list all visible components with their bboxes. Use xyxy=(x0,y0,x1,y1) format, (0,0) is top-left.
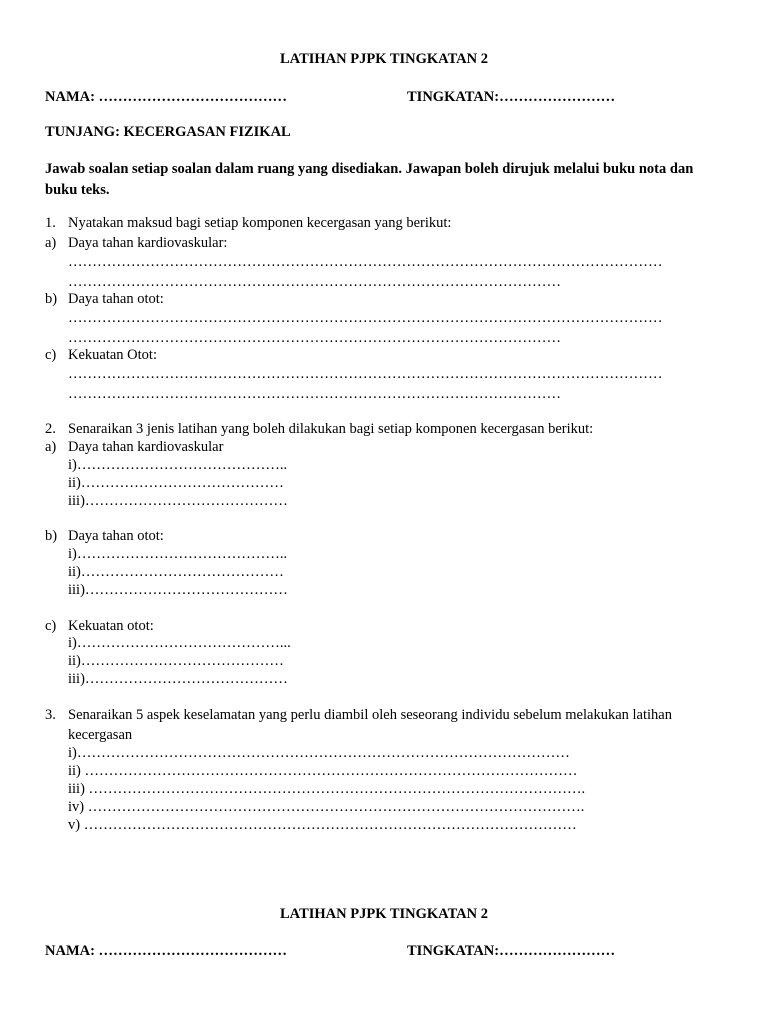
nama-field-second: NAMA: ………………………………… xyxy=(45,943,288,959)
q2-a-text: Daya tahan kardiovaskular xyxy=(68,439,224,455)
answer-line: …………………………………………………………………………………………………………… xyxy=(68,254,663,270)
list-answer-line: iii) …………………………………………………………………………………………. xyxy=(68,781,586,797)
q1-number: 1. xyxy=(45,215,56,231)
list-answer-line: i)…………………………………….. xyxy=(68,546,288,562)
list-answer-line: v) ………………………………………………………………………………………… xyxy=(68,817,577,833)
q3-text-continued: kecergasan xyxy=(68,727,133,743)
worksheet-title-second: LATIHAN PJPK TINGKATAN 2 xyxy=(280,906,488,922)
q1-text: Nyatakan maksud bagi setiap komponen kecergasan yang berikut: xyxy=(68,215,452,231)
q3-number: 3. xyxy=(45,707,56,723)
tingkatan-field: TINGKATAN:…………………… xyxy=(407,89,616,105)
q1-c-text: Kekuatan Otot: xyxy=(68,347,157,363)
list-answer-line: iii)…………………………………… xyxy=(68,582,288,598)
list-answer-line: iii)…………………………………… xyxy=(68,493,288,509)
answer-line: ………………………………………………………………………………………… xyxy=(68,386,561,402)
q2-a-label: a) xyxy=(45,439,57,455)
q1-a-label: a) xyxy=(45,235,57,251)
q2-c-label: c) xyxy=(45,618,57,634)
q2-b-text: Daya tahan otot: xyxy=(68,528,164,544)
q1-b-label: b) xyxy=(45,291,58,307)
q1-b-text: Daya tahan otot: xyxy=(68,291,164,307)
list-answer-line: ii) ………………………………………………………………………………………… xyxy=(68,763,578,779)
answer-line: ………………………………………………………………………………………… xyxy=(68,330,561,346)
answer-line: …………………………………………………………………………………………………………… xyxy=(68,366,663,382)
list-answer-line: ii)…………………………………… xyxy=(68,475,284,491)
list-answer-line: i)……………………………………... xyxy=(68,635,291,651)
q2-b-label: b) xyxy=(45,528,58,544)
list-answer-line: i)…………………………………….. xyxy=(68,457,288,473)
worksheet-title: LATIHAN PJPK TINGKATAN 2 xyxy=(280,51,488,67)
tingkatan-field-second: TINGKATAN:…………………… xyxy=(407,943,616,959)
q1-a-text: Daya tahan kardiovaskular: xyxy=(68,235,228,251)
tunjang-heading: TUNJANG: KECERGASAN FIZIKAL xyxy=(45,124,291,140)
list-answer-line: i)………………………………………………………………………………………… xyxy=(68,745,570,761)
q1-c-label: c) xyxy=(45,347,57,363)
q2-number: 2. xyxy=(45,421,56,437)
list-answer-line: iv) …………………………………………………………………………………………. xyxy=(68,799,585,815)
list-answer-line: ii)…………………………………… xyxy=(68,564,284,580)
instruction-text: Jawab soalan setiap soalan dalam ruang yang disediakan. Jawapan boleh dirujuk melalui buku nota dan buku teks. xyxy=(45,161,694,198)
answer-line: ………………………………………………………………………………………… xyxy=(68,274,561,290)
list-answer-line: iii)…………………………………… xyxy=(68,671,288,687)
q2-text: Senaraikan 3 jenis latihan yang boleh dilakukan bagi setiap komponen kecergasan berikut: xyxy=(68,421,594,437)
nama-field: NAMA: ………………………………… xyxy=(45,89,288,105)
answer-line: …………………………………………………………………………………………………………… xyxy=(68,310,663,326)
q2-c-text: Kekuatan otot: xyxy=(68,618,154,634)
list-answer-line: ii)…………………………………… xyxy=(68,653,284,669)
q3-text: Senaraikan 5 aspek keselamatan yang perlu diambil oleh seseorang individu sebelum melakukan latihan xyxy=(68,707,672,723)
